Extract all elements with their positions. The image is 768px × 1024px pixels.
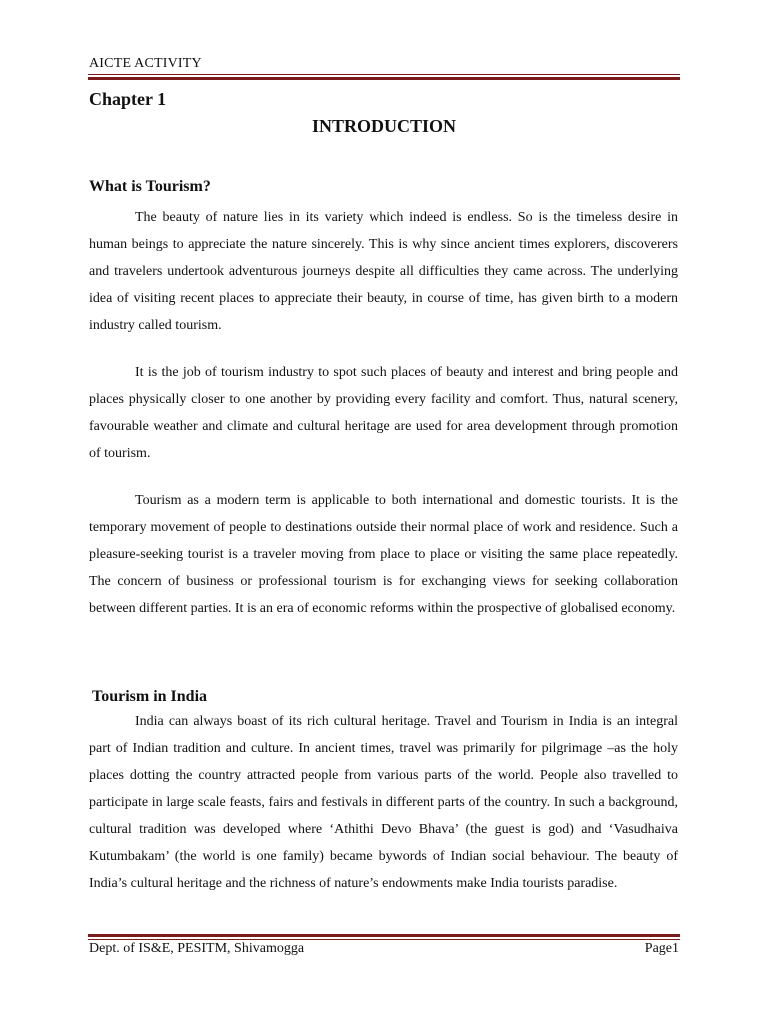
paragraph: It is the job of tourism industry to spot such places of beauty and interest and bring people and places physically closer to one another by providing every facility and comfort. Thus, natural scenery, favourable weather and climate and cultural heritage are used for area development through promotion of tourism. — [89, 365, 678, 461]
header-rule — [88, 74, 680, 80]
chapter-label: Chapter 1 — [89, 89, 167, 109]
paragraph: India can always boast of its rich cultural heritage. Travel and Tourism in India is an integral part of Indian tradition and culture. In ancient times, travel was primarily for pilgrimage –as the holy places dotting the country attracted people from various parts of the world. People also travelled to participate in large scale feasts, fairs and festivals in different parts of the country. In such a background, cultural tradition was developed where ‘Athithi Devo Bhava’ (the guest is god) and ‘Vasudhaiva Kutumbakam’ (the world is one family) became bywords of Indian social behaviour. The beauty of India’s cultural heritage and the richness of nature’s endowments make India tourists paradise. — [89, 714, 678, 891]
paragraph: The beauty of nature lies in its variety which indeed is endless. So is the timeless desire in human beings to appreciate the nature sincerely. This is why since ancient times explorers, discoverers and travelers undertook adventurous journeys despite all difficulties they came across. The underlying idea of visiting recent places to appreciate their beauty, in course of time, has given birth to a modern industry called tourism. — [89, 210, 678, 333]
footer-rule — [88, 934, 680, 940]
page-number: Page1 — [644, 941, 679, 956]
section-heading-what-is-tourism: What is Tourism? — [89, 178, 211, 195]
section-heading-tourism-in-india: Tourism in India — [92, 688, 208, 705]
footer-department: Dept. of IS&E, PESITM, Shivamogga — [89, 941, 305, 956]
paragraph: Tourism as a modern term is applicable to both international and domestic tourists. It is the temporary movement of people to destinations outside their normal place of work and residence. Such a pleasure-seeking tourist is a traveler moving from place to place or visiting the same place repeatedly. The concern of business or professional tourism is for exchanging views for seeking collaboration between different parties. It is an era of economic reforms within the prospective of globalised economy. — [89, 493, 678, 616]
running-header: AICTE ACTIVITY — [89, 56, 202, 71]
page-title: INTRODUCTION — [311, 116, 457, 136]
